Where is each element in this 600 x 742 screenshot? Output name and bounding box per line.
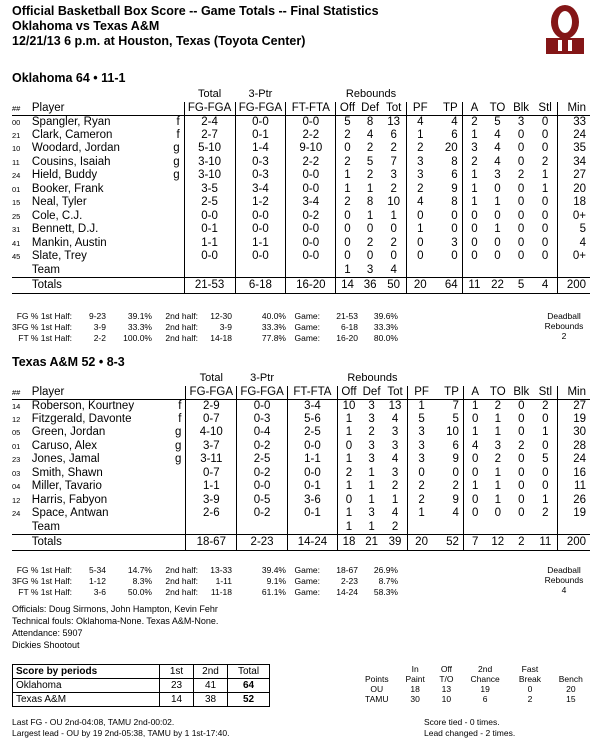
deadball-value: 2 — [561, 331, 567, 341]
deadball-rebounds-texas-am: Deadball Rebounds 4 — [536, 565, 592, 595]
position — [166, 507, 186, 521]
game-notes — [12, 603, 218, 651]
jersey-number: 25 — [12, 211, 21, 221]
player-row: 04 Miller, Tavario 1-1 0-0 0-1 1 1 2 2 2 1 1 0 0 11 — [12, 480, 590, 494]
position: f — [176, 115, 180, 128]
shooting-pct-row: 3FG % 1st Half: 3-9 33.3% 2nd half: 3-9 33.3% Game: 6-18 33.3% — [12, 322, 398, 332]
largest-lead: Largest lead - OU by 19 2nd-05:38, TAMU by 1 1st-17:40. — [12, 728, 230, 738]
position: g — [173, 142, 180, 155]
column-header: ## Player FG-FGA FG-FGA FT-FTA Off Def Tot PF TP A TO Blk Stl Min — [12, 386, 590, 400]
player-name: Bennett, D.J. — [31, 223, 99, 236]
position — [166, 467, 186, 481]
shooting-pct-row: FG % 1st Half: 9-23 39.1% 2nd half: 12-30 40.0% Game: 21-53 39.6% — [16, 311, 398, 321]
last-fg: Last FG - OU 2nd-04:08, TAMU 2nd-00:02. — [12, 717, 175, 727]
position — [164, 250, 184, 264]
shooting-pct-row: 3FG % 1st Half: 1-12 8.3% 2nd half: 1-11 9.1% Game: 2-23 8.7% — [12, 576, 398, 586]
player-row: 12 Harris, Fabyon 3-9 0-5 3-6 0 1 1 2 9 0 1 0 1 26 — [12, 494, 590, 508]
shooting-pct-row: FT % 1st Half: 2-2 100.0% 2nd half: 14-18 77.8% Game: 16-20 80.0% — [18, 333, 398, 343]
player-row: 11 Cousins, Isaiah g 3-10 0-3 2-2 2 5 7 3 8 2 4 0 2 34 — [12, 156, 590, 170]
position — [164, 183, 184, 197]
player-name: Fitzgerald, Davonte — [31, 412, 132, 425]
jersey-number: 15 — [12, 198, 21, 208]
jersey-number: 21 — [12, 130, 21, 140]
footer-right — [424, 717, 515, 739]
player-row: 31 Bennett, D.J. 0-1 0-0 0-0 0 0 0 1 0 0 1 0 0 5 — [12, 223, 590, 237]
position: f — [176, 128, 180, 141]
date-site: 12/21/13 6 p.m. at Houston, Texas (Toyota Center) — [12, 34, 306, 48]
technical-fouls: Technical fouls: Oklahoma-None. Texas A&M-None. — [12, 616, 219, 626]
shooting-pct-texas-am — [12, 565, 401, 598]
position — [164, 210, 184, 224]
player-name: Miller, Tavario — [31, 480, 102, 493]
team-title-oklahoma: Oklahoma 64 • 11-1 — [12, 71, 126, 85]
column-group-header: Total 3-Ptr Rebounds — [199, 372, 398, 385]
oklahoma-logo — [540, 2, 590, 54]
footer-left — [12, 717, 230, 739]
jersey-number: 14 — [12, 401, 21, 411]
player-name: Slate, Trey — [31, 250, 87, 263]
team-title-texas-am: Texas A&M 52 • 8-3 — [12, 355, 125, 369]
score-by-periods — [12, 664, 270, 707]
points-breakdown-row: OU 18 13 19 0 20 — [370, 684, 576, 694]
jersey-number: 05 — [12, 428, 21, 438]
position: g — [174, 426, 182, 439]
totals-row: Totals 18-67 2-23 14-24 18 21 39 20 52 7 12 2 11 200 — [12, 534, 590, 550]
periods-row: Oklahoma 23 41 64 — [13, 679, 270, 693]
jersey-number: 03 — [12, 468, 21, 478]
report-header — [12, 4, 379, 49]
position — [166, 480, 186, 494]
periods-row: Texas A&M 14 38 52 — [13, 693, 270, 707]
player-name: Mankin, Austin — [31, 236, 107, 249]
jersey-number: 01 — [12, 184, 21, 194]
player-row: 41 Mankin, Austin 1-1 1-1 0-0 0 2 2 0 3 0 0 0 0 4 — [12, 237, 590, 251]
position — [164, 237, 184, 251]
jersey-number: 00 — [12, 117, 21, 127]
player-row: 10 Woodard, Jordan g 5-10 1-4 9-10 0 2 2 2 20 3 4 0 0 35 — [12, 142, 590, 156]
jersey-number: 41 — [12, 238, 21, 248]
score-tied: Score tied - 0 times. — [424, 717, 500, 727]
shooting-pct-row: FG % 1st Half: 5-34 14.7% 2nd half: 13-33 39.4% Game: 18-67 26.9% — [16, 565, 398, 575]
player-row: 00 Spangler, Ryan f 2-4 0-0 0-0 5 8 13 4 4 2 5 3 0 33 — [12, 115, 590, 129]
position — [164, 196, 184, 210]
player-name: Booker, Frank — [31, 182, 104, 195]
player-row: 45 Slate, Trey 0-0 0-0 0-0 0 0 0 0 0 0 0 0 0 0+ — [12, 250, 590, 264]
player-name: Smith, Shawn — [31, 466, 103, 479]
player-name: Harris, Fabyon — [31, 493, 108, 506]
jersey-number: 11 — [12, 157, 20, 167]
deadball-rebounds-oklahoma: Deadball Rebounds 2 — [536, 311, 592, 341]
points-breakdown-header: Points Paint T/O Chance Break Bench — [364, 674, 583, 684]
player-row: 01 Caruso, Alex g 3-7 0-2 0-0 0 3 3 3 6 4 3 2 0 28 — [12, 440, 590, 454]
jersey-number: 24 — [12, 509, 21, 519]
points-breakdown-row: TAMU 30 10 6 2 15 — [365, 694, 576, 704]
player-name: Green, Jordan — [31, 426, 106, 439]
shooting-pct-row: FT % 1st Half: 3-6 50.0% 2nd half: 11-18 61.1% Game: 14-24 58.3% — [18, 587, 398, 597]
player-row: 05 Green, Jordan g 4-10 0-4 2-5 1 2 3 3 10 1 1 0 1 30 — [12, 426, 590, 440]
position: g — [173, 155, 180, 168]
player-name: Hield, Buddy — [31, 169, 98, 182]
position: g — [174, 453, 182, 466]
player-name: Cousins, Isaiah — [31, 155, 111, 168]
box-score-table-oklahoma — [12, 88, 590, 294]
position — [166, 494, 186, 508]
deadball-value: 4 — [561, 585, 567, 595]
player-name: Clark, Cameron — [31, 128, 113, 141]
jersey-number: 23 — [12, 455, 21, 465]
position — [164, 223, 184, 237]
officials: Officials: Doug Sirmons, John Hampton, Kevin Fehr — [12, 604, 218, 614]
player-name: Caruso, Alex — [31, 439, 97, 452]
report-title: Official Basketball Box Score -- Game Totals -- Final Statistics — [12, 4, 379, 18]
player-row: 24 Space, Antwan 2-6 0-2 0-1 1 3 4 1 4 0 0 0 2 19 — [12, 507, 590, 521]
player-row: 15 Neal, Tyler 2-5 1-2 3-4 2 8 10 4 8 1 1 0 0 18 — [12, 196, 590, 210]
jersey-number: 10 — [12, 144, 21, 154]
player-row: 01 Booker, Frank 3-5 3-4 0-0 1 1 2 2 9 1 0 0 1 20 — [12, 183, 590, 197]
player-row: 14 Roberson, Kourtney f 2-9 0-0 3-4 10 3 13 1 7 1 2 0 2 27 — [12, 399, 590, 413]
totals-row: Totals 21-53 6-18 16-20 14 36 50 20 64 11 22 5 4 200 — [12, 277, 590, 293]
points-breakdown-header: In Off 2nd Fast — [411, 664, 539, 674]
event-name: Dickies Shootout — [12, 640, 80, 650]
player-name: Jones, Jamal — [31, 453, 100, 466]
team-row: Team 1 3 4 — [12, 264, 590, 278]
periods-header: Score by periods 1st 2nd Total — [13, 665, 270, 679]
position: g — [173, 169, 180, 182]
player-row: 24 Hield, Buddy g 3-10 0-3 0-0 1 2 3 3 6 1 3 2 1 27 — [12, 169, 590, 183]
position: f — [178, 412, 182, 425]
player-name: Cole, C.J. — [31, 209, 83, 222]
player-row: 23 Jones, Jamal g 3-11 2-5 1-1 1 3 4 3 9 0 2 0 5 24 — [12, 453, 590, 467]
player-row: 12 Fitzgerald, Davonte f 0-7 0-3 5-6 1 3 4 5 5 0 1 0 0 19 — [12, 413, 590, 427]
player-row: 21 Clark, Cameron f 2-7 0-1 2-2 2 4 6 1 6 1 4 0 0 24 — [12, 129, 590, 143]
team-row: Team 1 1 2 — [12, 521, 590, 535]
shooting-pct-table — [12, 311, 401, 344]
points-breakdown — [356, 664, 592, 704]
shooting-pct-oklahoma — [12, 311, 401, 344]
jersey-number: 31 — [12, 225, 21, 235]
jersey-number: 24 — [12, 171, 21, 181]
player-name: Roberson, Kourtney — [31, 399, 135, 412]
column-header: ## Player FG-FGA FG-FGA FT-FTA Off Def Tot PF TP A TO Blk Stl Min — [12, 102, 590, 116]
jersey-number: 12 — [12, 495, 21, 505]
box-score-table-texas-am — [12, 372, 590, 551]
position: f — [178, 399, 182, 412]
player-name: Space, Antwan — [31, 507, 109, 520]
column-group-header: Total 3-Ptr Rebounds — [197, 88, 397, 101]
attendance: Attendance: 5907 — [12, 628, 83, 638]
player-row: 25 Cole, C.J. 0-0 0-0 0-2 0 1 1 0 0 0 0 0 0 0+ — [12, 210, 590, 224]
matchup: Oklahoma vs Texas A&M — [12, 19, 160, 33]
jersey-number: 01 — [12, 441, 21, 451]
player-name: Neal, Tyler — [31, 196, 87, 209]
jersey-number: 12 — [12, 414, 21, 424]
jersey-number: 45 — [12, 252, 21, 262]
player-row: 03 Smith, Shawn 0-7 0-2 0-0 2 1 3 0 0 0 1 0 0 16 — [12, 467, 590, 481]
jersey-number: 04 — [12, 482, 21, 492]
player-name: Spangler, Ryan — [31, 115, 111, 128]
shooting-pct-table — [12, 565, 401, 598]
position: g — [174, 439, 182, 452]
player-name: Woodard, Jordan — [31, 142, 120, 155]
lead-changed: Lead changed - 2 times. — [424, 728, 516, 738]
